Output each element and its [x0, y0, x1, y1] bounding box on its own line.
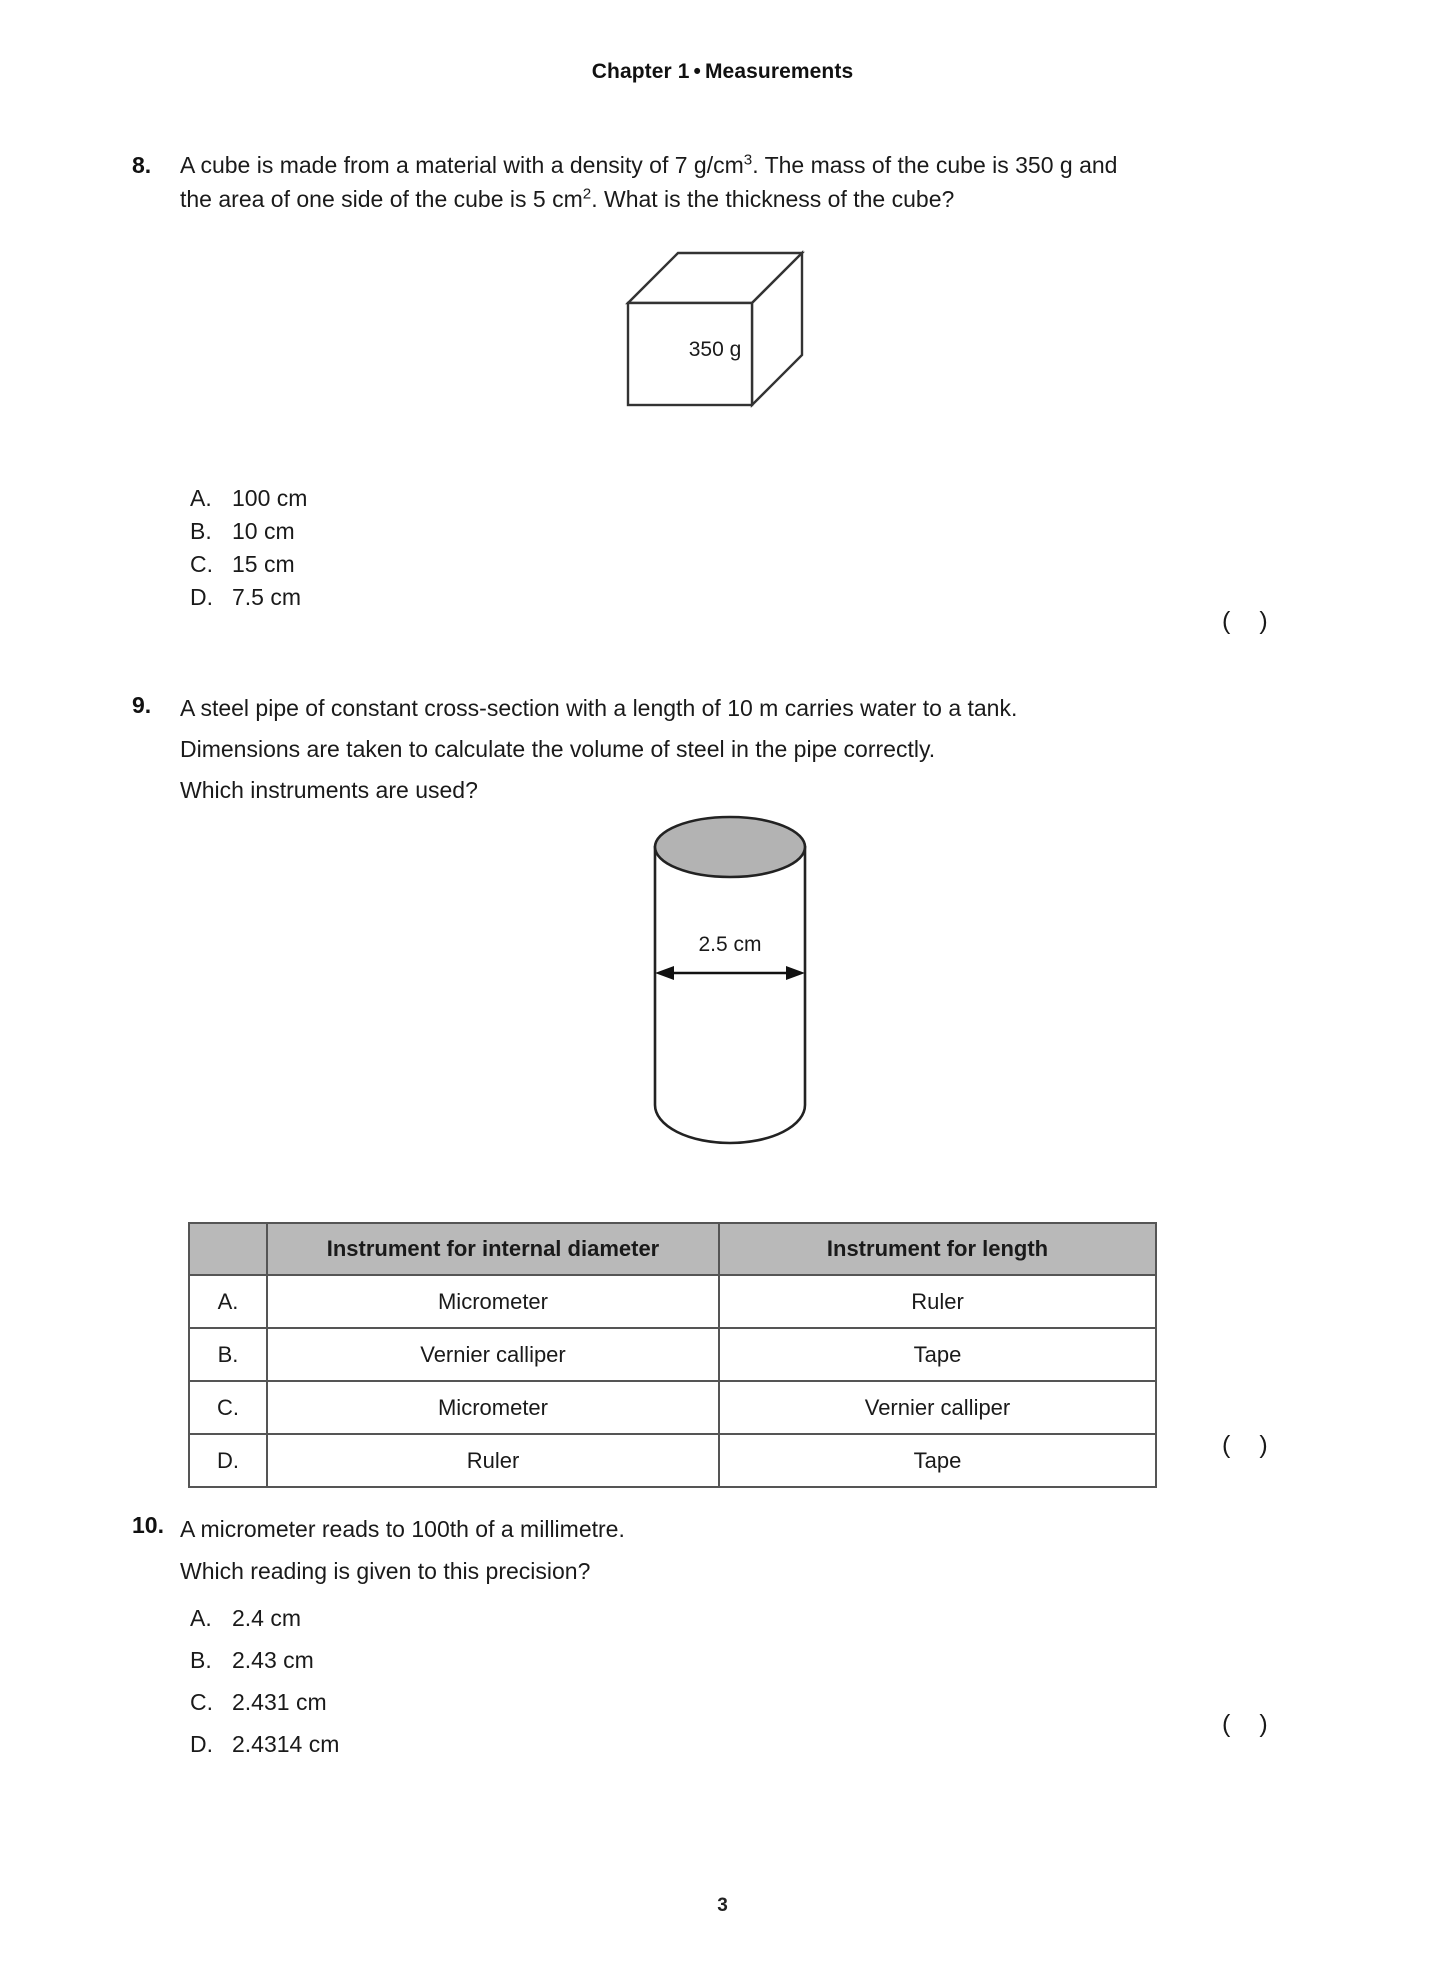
question-9-number: 9. [132, 692, 152, 718]
question-8-option-a[interactable] [190, 482, 710, 515]
question-10-option-c-letter: C. [190, 1689, 213, 1715]
cylinder-diagram [640, 815, 820, 1160]
question-10-option-a-text: 2.4 cm [232, 1605, 302, 1631]
question-10 [132, 1508, 1322, 1592]
question-8-option-c-text: 15 cm [232, 551, 295, 577]
question-8-exponent-3: 3 [743, 151, 753, 169]
question-10-options [190, 1597, 710, 1765]
question-8-option-d-text: 7.5 cm [232, 584, 302, 610]
instrument-row-b-internal-diameter: Vernier calliper [267, 1328, 719, 1381]
question-8-answer-bracket[interactable] [1222, 606, 1269, 636]
question-10-option-a-letter: A. [190, 1605, 212, 1631]
instrument-row-d-length: Tape [719, 1434, 1156, 1487]
question-10-option-d-text: 2.4314 cm [232, 1731, 340, 1757]
running-header [0, 60, 1445, 84]
question-9-head [132, 688, 1322, 811]
question-8-exponent-2: 2 [582, 185, 592, 203]
question-8-option-b-letter: B. [190, 518, 212, 544]
question-8-head [132, 148, 1322, 216]
cube-diagram [590, 235, 840, 425]
question-9-bracket-close: ) [1259, 1431, 1269, 1459]
question-8-option-d[interactable] [190, 581, 710, 614]
question-8-line-2a: the area of one side of the cube is 5 cm [180, 186, 583, 212]
question-8-number: 8. [132, 152, 152, 178]
question-8 [132, 148, 1322, 216]
question-8-option-d-letter: D. [190, 584, 213, 610]
question-8-line-2 [180, 182, 1322, 216]
question-9-line-2: Dimensions are taken to calculate the volume of steel in the pipe correctly. [180, 736, 936, 762]
question-10-line-1: A micrometer reads to 100th of a millimetre. [180, 1516, 625, 1542]
question-10-option-a[interactable] [190, 1597, 710, 1639]
question-10-head [132, 1508, 1322, 1592]
instrument-table-container [188, 1222, 1155, 1488]
question-10-number: 10. [132, 1512, 164, 1538]
question-8-bracket-close: ) [1259, 607, 1269, 635]
question-8-line-2b: . What is the thickness of the cube? [591, 186, 955, 212]
question-8-option-a-text: 100 cm [232, 485, 308, 511]
instrument-row-b-letter: B. [189, 1328, 267, 1381]
instrument-table [188, 1222, 1157, 1488]
instrument-row-b-length: Tape [719, 1328, 1156, 1381]
question-8-line-1b: . The mass of the cube is 350 g and [752, 152, 1118, 178]
instrument-row-c-length: Vernier calliper [719, 1381, 1156, 1434]
instrument-table-body [189, 1275, 1156, 1487]
question-10-option-c-text: 2.431 cm [232, 1689, 327, 1715]
question-10-bracket-open: ( [1222, 1710, 1232, 1738]
question-9-line-1: A steel pipe of constant cross-section with a length of 10 m carries water to a tank. [180, 695, 1018, 721]
question-10-answer-bracket[interactable] [1222, 1709, 1269, 1739]
cylinder-dimension-label: 2.5 cm [698, 933, 762, 956]
instrument-row-c-internal-diameter: Micrometer [267, 1381, 719, 1434]
instrument-row-a-internal-diameter: Micrometer [267, 1275, 719, 1328]
instrument-table-header-row [189, 1223, 1156, 1275]
header-chapter: Chapter 1 [591, 60, 690, 83]
instrument-table-header-internal-diameter: Instrument for internal diameter [267, 1223, 719, 1275]
page-number: 3 [717, 1895, 728, 1916]
question-10-option-d-letter: D. [190, 1731, 213, 1757]
question-8-line-1 [180, 148, 1322, 182]
question-8-option-c[interactable] [190, 548, 710, 581]
question-8-option-b[interactable] [190, 515, 710, 548]
instrument-row-a-letter: A. [189, 1275, 267, 1328]
table-row[interactable] [189, 1275, 1156, 1328]
question-8-bracket-open: ( [1222, 607, 1232, 635]
instrument-row-d-letter: D. [189, 1434, 267, 1487]
question-10-text [180, 1508, 1322, 1592]
cylinder-svg [640, 815, 820, 1160]
table-row[interactable] [189, 1434, 1156, 1487]
question-10-option-b-letter: B. [190, 1647, 212, 1673]
question-10-line-2: Which reading is given to this precision? [180, 1558, 591, 1584]
question-10-option-d[interactable] [190, 1723, 710, 1765]
question-10-bracket-close: ) [1259, 1710, 1269, 1738]
question-8-option-b-text: 10 cm [232, 518, 295, 544]
question-8-option-a-letter: A. [190, 485, 212, 511]
table-row[interactable] [189, 1381, 1156, 1434]
header-title: Measurements [704, 60, 854, 83]
question-9-text [180, 688, 1322, 811]
question-9-line-3: Which instruments are used? [180, 777, 478, 803]
question-8-options [190, 482, 710, 614]
question-10-option-c[interactable] [190, 1681, 710, 1723]
question-10-option-b[interactable] [190, 1639, 710, 1681]
question-9-answer-bracket[interactable] [1222, 1430, 1269, 1460]
instrument-row-c-letter: C. [189, 1381, 267, 1434]
instrument-table-head [189, 1223, 1156, 1275]
table-row[interactable] [189, 1328, 1156, 1381]
cube-mass-label: 350 g [688, 338, 742, 361]
question-8-option-c-letter: C. [190, 551, 213, 577]
cube-svg [590, 235, 840, 425]
header-separator: • [693, 60, 701, 83]
question-9-bracket-open: ( [1222, 1431, 1232, 1459]
question-9 [132, 688, 1322, 811]
instrument-row-a-length: Ruler [719, 1275, 1156, 1328]
question-10-option-b-text: 2.43 cm [232, 1647, 314, 1673]
instrument-table-header-blank [189, 1223, 267, 1275]
question-8-text [180, 148, 1322, 216]
question-8-line-1a: A cube is made from a material with a density of 7 g/cm [180, 152, 744, 178]
instrument-row-d-internal-diameter: Ruler [267, 1434, 719, 1487]
instrument-table-header-length: Instrument for length [719, 1223, 1156, 1275]
